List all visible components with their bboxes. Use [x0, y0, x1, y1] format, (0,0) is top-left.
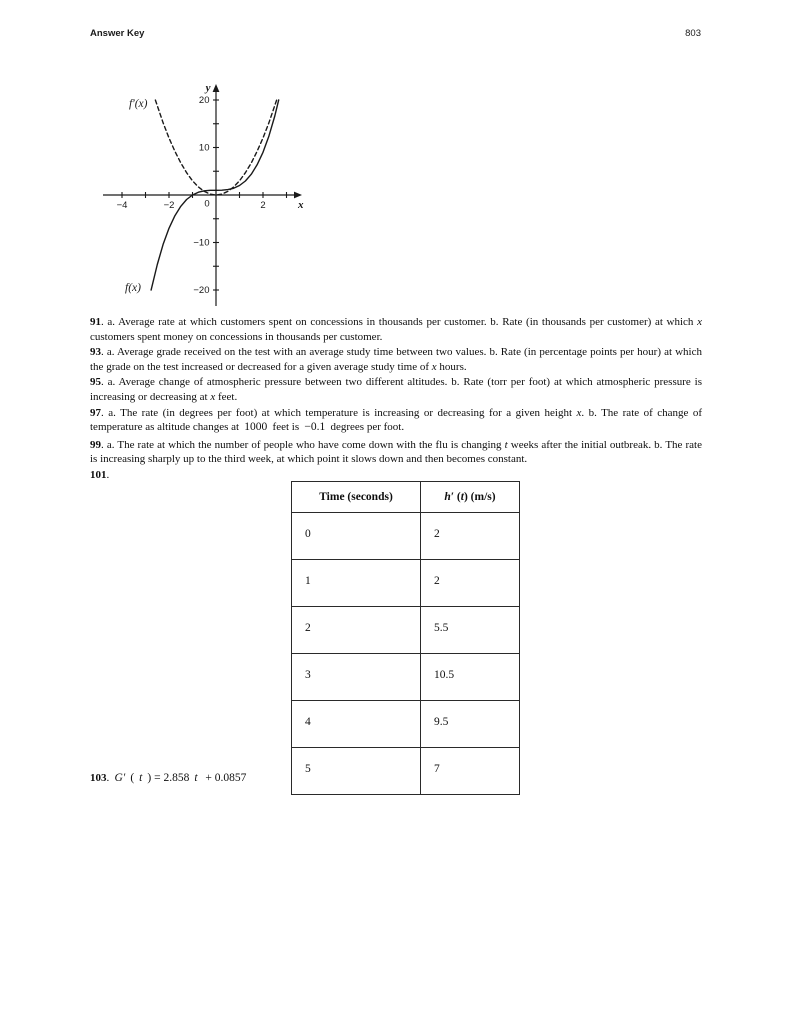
table-cell: 5.5: [421, 607, 520, 654]
svg-text:20: 20: [198, 95, 210, 107]
table-row: [292, 607, 520, 654]
table-cell: 5: [292, 748, 421, 795]
y-axis-arrow: [213, 84, 220, 92]
derivative-graph-svg: [95, 80, 310, 312]
table-cell: 1: [292, 560, 421, 607]
axes: [103, 84, 302, 306]
derivative-graph: [95, 80, 310, 312]
svg-text:10: 10: [198, 142, 210, 154]
svg-text:−10: −10: [193, 237, 210, 249]
header-title: Answer Key: [90, 28, 145, 39]
answer-101: 101.: [90, 468, 110, 481]
table-body: [292, 513, 520, 795]
table-cell: 9.5: [421, 701, 520, 748]
answer-93: 93. a. Average grade received on the test with an average study time between two values. b. Rate (in percentage points per hour) at which the grade on the test increased or decreased for a given average study time of x hours.: [90, 346, 702, 373]
table-cell: 0: [292, 513, 421, 560]
table-row: [292, 748, 520, 795]
page-number: 803: [685, 28, 701, 39]
svg-text:−20: −20: [193, 285, 210, 297]
svg-text:0: 0: [204, 198, 210, 210]
table-cell: 10.5: [421, 654, 520, 701]
table-cell: 2: [421, 560, 520, 607]
answers-section: [90, 315, 702, 484]
table-header-row: [292, 482, 520, 513]
page-header: [90, 28, 701, 39]
table-row: [292, 560, 520, 607]
col-header-time: Time (seconds): [292, 482, 421, 513]
answer-95: 95. a. Average change of atmospheric pressure between two different altitudes. b. Rate (torr per foot) at which atmospheric pressure is increasing or decreasing at x feet.: [90, 376, 702, 403]
table-row: [292, 654, 520, 701]
curve-label-f: f(x): [125, 282, 141, 294]
x-axis-arrow: [294, 192, 302, 199]
h-prime-table: [291, 481, 520, 795]
table-cell: 7: [421, 748, 520, 795]
svg-text:x: x: [298, 199, 304, 211]
table-cell: 4: [292, 701, 421, 748]
table-row: [292, 701, 520, 748]
svg-text:2: 2: [260, 200, 266, 211]
curve-label-f-prime: f′(x): [129, 98, 148, 110]
svg-text:y: y: [205, 82, 211, 94]
answer-103: 103. G′ ( t ) = 2.858 t + 0.0857: [90, 772, 247, 784]
answer-97: 97. a. The rate (in degrees per foot) at which temperature is increasing or decreasing for a given height x. b. The rate of change of temperature as altitude changes at 1000 feet is −0.1 degrees per foot.: [90, 406, 702, 434]
svg-text:−2: −2: [163, 200, 175, 211]
table-row: [292, 513, 520, 560]
table-cell: 2: [421, 513, 520, 560]
table-head: [292, 482, 520, 513]
table-cell: 2: [292, 607, 421, 654]
answer-91: 91. a. Average rate at which customers spent on concessions in thousands per customer. b. Rate (in thousands per customer) at which x customers spent money on concessions in thousands per customer.: [90, 316, 702, 343]
answer-99: 99. a. The rate at which the number of people who have come down with the flu is changing t weeks after the initial outbreak. b. The rate is increasing sharply up to the third week, at which point it slows down and then becomes constant.: [90, 438, 702, 466]
col-header-hprime: h′ (t) (m/s): [421, 482, 520, 513]
table-cell: 3: [292, 654, 421, 701]
svg-text:−4: −4: [116, 200, 128, 211]
